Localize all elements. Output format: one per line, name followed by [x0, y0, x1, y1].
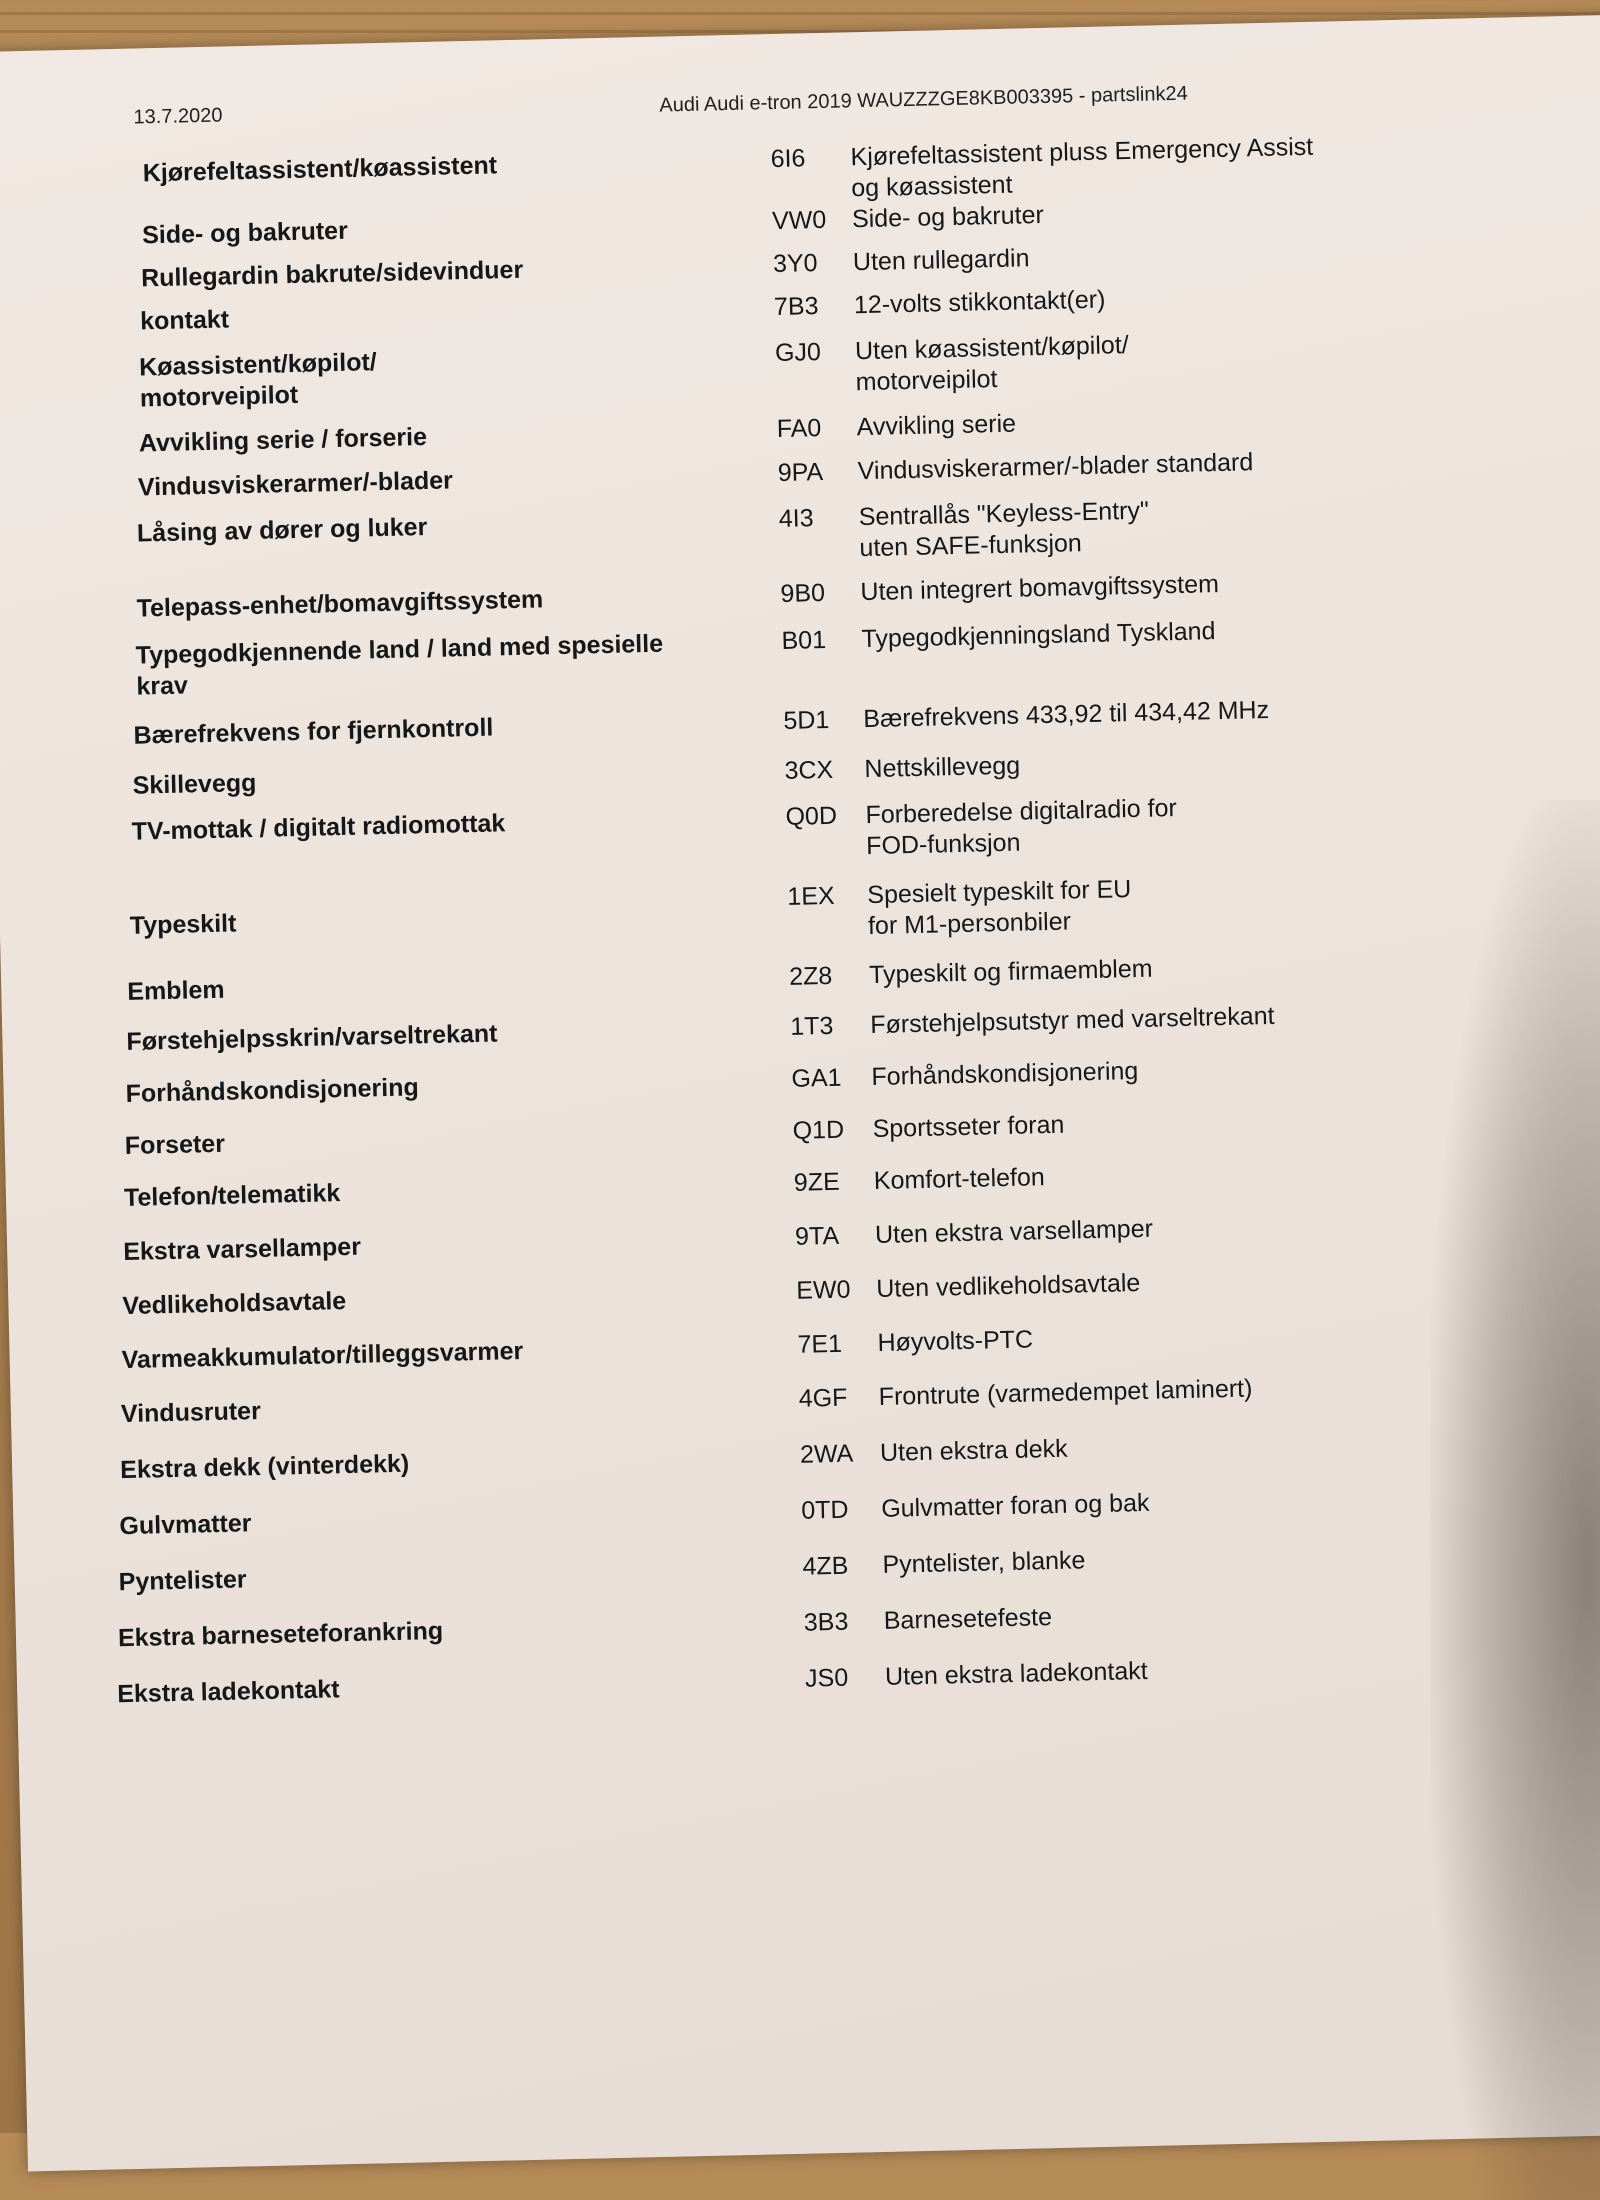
equipment-description: Bærefrekvens 433,92 til 434,42 MHz	[863, 695, 1270, 734]
paper-sheet	[0, 15, 1600, 2172]
equipment-description: Nettskillevegg	[864, 751, 1021, 784]
pr-code: 7B3	[773, 292, 819, 322]
equipment-description: Uten vedlikeholdsavtale	[875, 1268, 1141, 1303]
equipment-description: Avvikling serie	[856, 409, 1017, 442]
equipment-description: Kjørefeltassistent pluss Emergency Assist og køassistent	[850, 132, 1314, 203]
category-label: Telepass-enhet/bomavgiftssystem	[136, 585, 544, 623]
category-label: Telefon/telematikk	[123, 1179, 341, 1213]
pr-code: 3Y0	[772, 249, 818, 279]
equipment-description: Gulvmatter foran og bak	[880, 1488, 1150, 1523]
equipment-description: Uten integrert bomavgiftssystem	[860, 570, 1220, 607]
document-title: Audi Audi e-tron 2019 WAUZZZGE8KB003395 - partslink24	[659, 82, 1188, 117]
pr-code: GJ0	[774, 338, 822, 368]
pr-code: Q1D	[792, 1115, 845, 1145]
category-label: Vedlikeholdsavtale	[122, 1287, 347, 1321]
category-label: Side- og bakruter	[141, 216, 349, 250]
equipment-description: Komfort-telefon	[873, 1163, 1046, 1196]
category-label: Førstehjelpsskrin/varseltrekant	[126, 1019, 498, 1056]
equipment-row	[14, 1536, 1514, 1597]
equipment-description: Uten køassistent/køpilot/ motorveipilot	[854, 331, 1129, 397]
pr-code: GA1	[791, 1063, 842, 1093]
equipment-description: 12-volts stikkontakt(er)	[853, 285, 1106, 320]
pr-code: 9ZE	[793, 1167, 841, 1197]
equipment-row	[17, 1648, 1517, 1709]
equipment-description: Pyntelister, blanke	[882, 1546, 1086, 1579]
pr-code: B01	[781, 625, 827, 655]
equipment-description: Uten ekstra varsellamper	[874, 1214, 1154, 1249]
category-label: Forseter	[124, 1129, 226, 1160]
equipment-row	[1, 946, 1501, 1006]
pr-code: 3CX	[784, 755, 834, 785]
equipment-row	[0, 563, 1492, 623]
equipment-description: Frontrute (varmedempet laminert)	[878, 1374, 1253, 1411]
pr-code: 7E1	[797, 1329, 843, 1359]
pr-code: FA0	[776, 414, 822, 444]
pr-code: JS0	[804, 1663, 849, 1693]
print-date: 13.7.2020	[133, 104, 223, 129]
equipment-description: Spesielt typeskilt for EU for M1-personbiler	[867, 875, 1132, 941]
equipment-description: Sentrallås "Keyless-Entry" uten SAFE-funksjon	[858, 496, 1150, 563]
pr-code: 9B0	[780, 578, 826, 608]
category-label: Pyntelister	[118, 1565, 247, 1597]
pr-code: 9PA	[777, 457, 824, 488]
category-label: Forhåndskondisjonering	[125, 1073, 419, 1108]
equipment-description: Uten rullegardin	[852, 244, 1030, 277]
pr-code: 2WA	[799, 1439, 854, 1469]
pr-code: 0TD	[800, 1495, 849, 1525]
equipment-row	[12, 1424, 1512, 1485]
pr-code: 9TA	[794, 1221, 840, 1251]
pr-code: EW0	[795, 1275, 851, 1305]
equipment-description: Typeskilt og firmaemblem	[868, 954, 1153, 990]
category-label: TV-mottak / digitalt radiomottak	[131, 809, 506, 846]
pr-code: 2Z8	[788, 961, 833, 991]
equipment-row	[0, 190, 1484, 250]
category-label: Kjørefeltassistent/køassistent	[142, 151, 498, 188]
equipment-description: Side- og bakruter	[851, 200, 1045, 234]
equipment-description: Typegodkjenningsland Tyskland	[861, 617, 1216, 654]
category-label: Avvikling serie / forserie	[138, 422, 428, 458]
pr-code: 4ZB	[802, 1551, 849, 1581]
equipment-description: Uten ekstra ladekontakt	[884, 1656, 1149, 1691]
pr-code: Q0D	[785, 801, 838, 831]
equipment-row	[16, 1592, 1516, 1653]
pr-code: 1EX	[787, 881, 835, 911]
category-label: Ekstra dekk (vinterdekk)	[119, 1449, 410, 1485]
wood-grain	[0, 12, 1600, 15]
category-label: Vindusruter	[120, 1396, 262, 1429]
equipment-description: Barnesetefeste	[883, 1603, 1053, 1635]
category-label: Bærefrekvens for fjernkontroll	[133, 713, 494, 750]
equipment-description: Høyvolts-PTC	[877, 1325, 1034, 1357]
category-label: Typegodkjennende land / land med spesielle krav	[135, 629, 664, 701]
pr-code: 4I3	[778, 504, 814, 533]
equipment-description: Uten ekstra dekk	[879, 1434, 1068, 1467]
equipment-row	[0, 866, 1499, 941]
category-label: Gulvmatter	[119, 1509, 252, 1541]
pr-code: 5D1	[783, 705, 830, 735]
category-label: Emblem	[127, 975, 225, 1006]
category-label: Varmeakkumulator/tilleggsvarmer	[121, 1337, 524, 1375]
pr-code: 1T3	[790, 1011, 834, 1041]
category-label: kontakt	[139, 305, 230, 336]
pr-code: 3B3	[803, 1607, 849, 1637]
pr-code: 4GF	[798, 1383, 848, 1413]
pr-code: 6I6	[770, 144, 806, 174]
equipment-row	[13, 1480, 1513, 1541]
category-label: Ekstra varsellamper	[122, 1232, 362, 1267]
equipment-description: Sportsseter foran	[872, 1110, 1065, 1144]
pr-code: VW0	[771, 205, 827, 236]
category-label: Rullegardin bakrute/sidevinduer	[140, 255, 524, 293]
equipment-description: Forhåndskondisjonering	[871, 1056, 1139, 1092]
category-label: Låsing av dører og luker	[136, 512, 428, 548]
category-label: Skillevegg	[132, 768, 257, 800]
category-label: Køassistent/køpilot/ motorveipilot	[138, 348, 378, 413]
category-label: Ekstra barneseteforankring	[117, 1616, 444, 1653]
category-label: Vindusviskerarmer/-blader	[137, 466, 454, 502]
equipment-description: Vindusviskerarmer/-blader standard	[857, 448, 1254, 486]
category-label: Typeskilt	[129, 909, 237, 940]
category-label: Ekstra ladekontakt	[116, 1675, 340, 1709]
equipment-description: Førstehjelpsutstyr med varseltrekant	[869, 1001, 1275, 1040]
equipment-description: Forberedelse digitalradio for FOD-funksjon	[865, 794, 1178, 861]
